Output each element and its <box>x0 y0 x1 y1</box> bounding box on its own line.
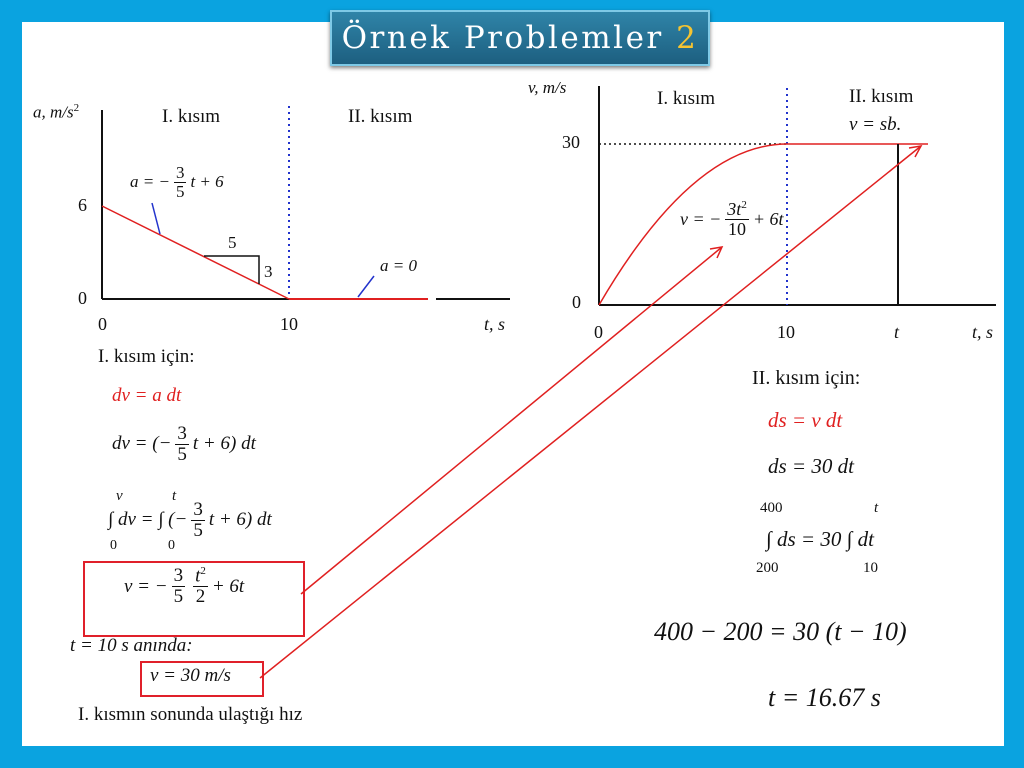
a-tick-x0: 0 <box>98 314 107 334</box>
v-const-label: v = sb. <box>849 114 902 135</box>
v-tick-y0: 0 <box>572 292 581 312</box>
a-region2-label: II. kısım <box>348 106 413 127</box>
part1-eq2: dv = (− $\frac{3}{5}$ t + 6) dt <box>112 423 256 465</box>
triangle-rise: 3 <box>264 262 273 281</box>
part2-eq4: 400 − 200 = 30 (t − 10) <box>654 617 907 646</box>
v-ylabel: v, m/s <box>528 78 567 97</box>
a-region1-label: I. kısım <box>162 106 221 127</box>
a-tick-x10: 10 <box>280 314 298 334</box>
v-region1-label: I. kısım <box>657 88 716 109</box>
part2-eq1: ds = v dt <box>768 408 843 432</box>
part1-heading: I. kısım için: <box>98 346 195 367</box>
part2-up1: 400 <box>760 500 783 516</box>
a-tick-6: 6 <box>78 195 87 215</box>
arrow-v30-to-const <box>260 146 921 678</box>
part1-eq3-up2: t <box>172 488 177 504</box>
part2-lo1: 200 <box>756 560 779 576</box>
part1-eq4: v = − $\frac{3}{5}$ $\frac{t^2}{2}$ + 6t <box>124 565 245 608</box>
part2-heading: II. kısım için: <box>752 367 861 389</box>
a-equation: a = − $\frac{3}{5}$ t + 6 <box>130 163 224 201</box>
title-number: 2 <box>676 20 699 56</box>
triangle-run: 5 <box>228 233 237 252</box>
part2-result: t = 16.67 s <box>768 683 881 712</box>
part2-up2: t <box>874 500 879 516</box>
a-xlabel: t, s <box>484 314 506 334</box>
part1-eq3-lo2: 0 <box>168 538 175 553</box>
part1-eq3: ∫ dv = ∫ (− $\frac{3}{5}$ t + 6) dt <box>108 499 272 541</box>
part1-eq3-up1: v <box>116 488 123 504</box>
part2-eq3: ∫ ds = 30 ∫ dt <box>766 527 874 551</box>
a-zero-label: a = 0 <box>380 256 417 275</box>
v-tick-x10: 10 <box>777 322 795 342</box>
v-tick-x0: 0 <box>594 322 603 342</box>
a-ylabel: a, $m/s^2$ <box>33 102 80 122</box>
t10-label: t = 10 s anında: <box>70 635 193 656</box>
part1-eq1: dv = a dt <box>112 385 182 406</box>
a-tick-y0: 0 <box>78 288 87 308</box>
part2-lo2: 10 <box>863 560 878 576</box>
part1-eq3-lo1: 0 <box>110 538 117 553</box>
v-tick-30: 30 <box>562 132 580 152</box>
v-tick-t: t <box>894 322 900 342</box>
part1-footer: I. kısmın sonunda ulaştığı hız <box>78 704 303 725</box>
title-text: Örnek Problemler 2 <box>341 20 699 56</box>
v-xlabel: t, s <box>972 322 994 342</box>
arrow-equation-to-curve <box>301 247 722 594</box>
part2-eq2: ds = 30 dt <box>768 454 854 478</box>
v-equation: v = − $\frac{3t^2}{10}$ + 6t <box>680 199 784 239</box>
v30-text: v = 30 m/s <box>150 665 231 686</box>
v-region2-label: II. kısım <box>849 86 914 107</box>
